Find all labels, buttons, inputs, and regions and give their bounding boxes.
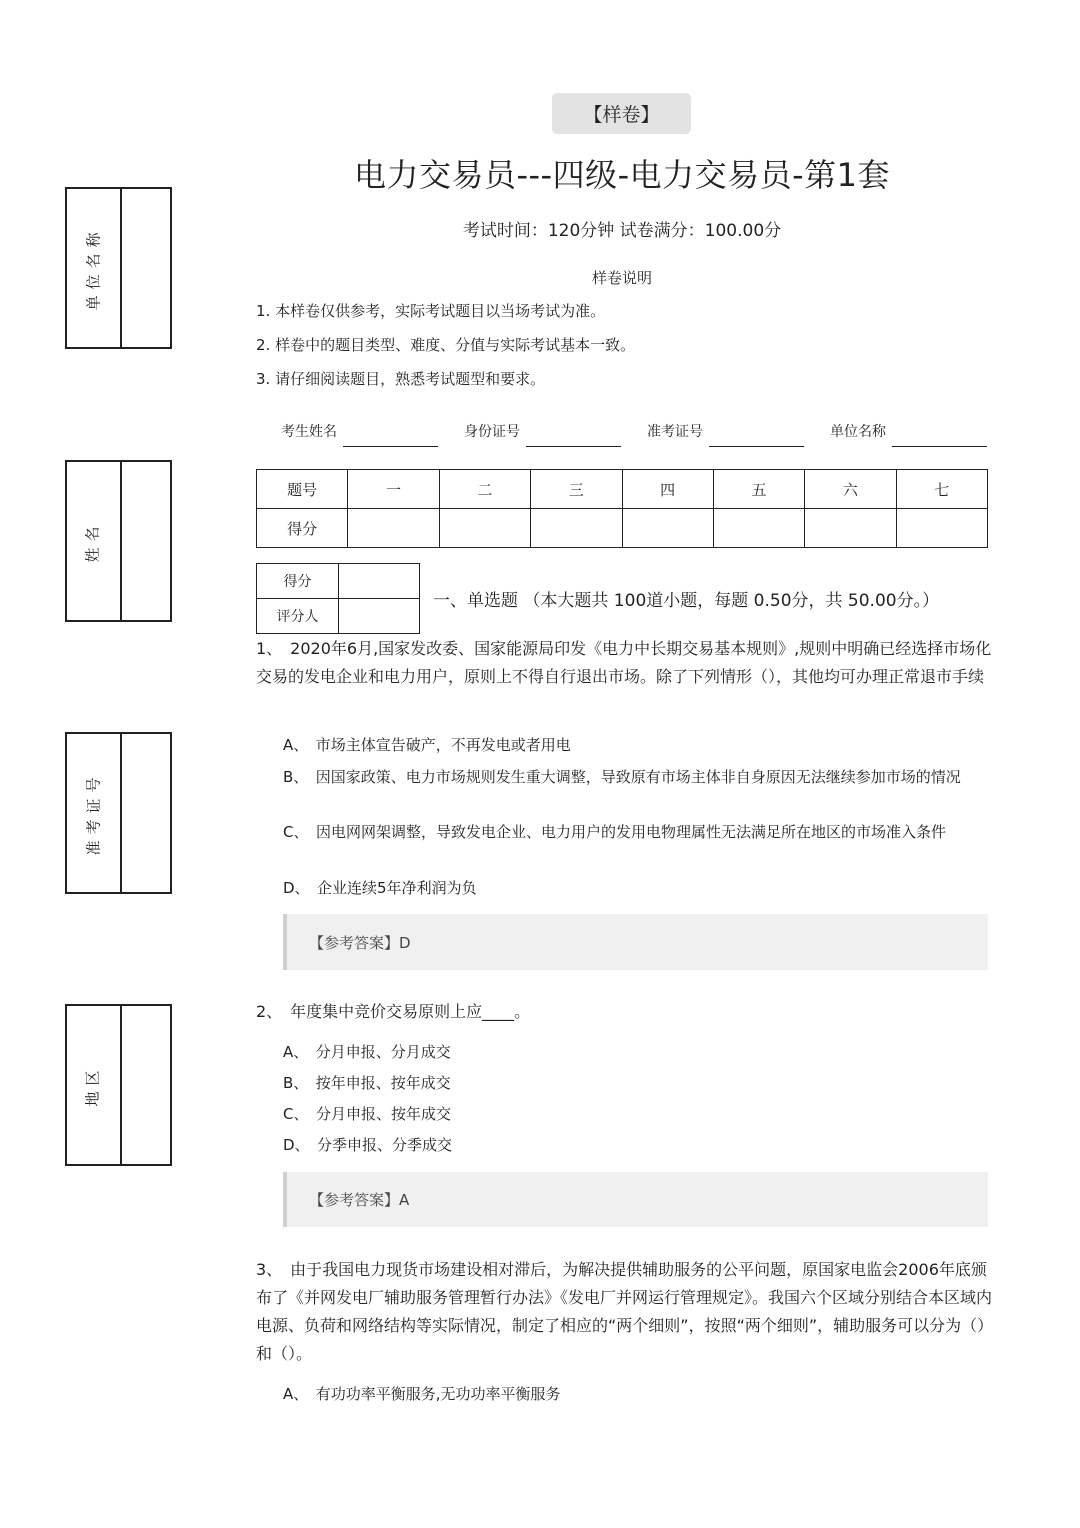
- score-cell[interactable]: [439, 509, 530, 548]
- score-cell[interactable]: [713, 509, 804, 548]
- score-cell[interactable]: [896, 509, 987, 548]
- question-option: D、 企业连续5年净利润为负: [283, 879, 477, 897]
- grader-table: [256, 563, 420, 634]
- section-title: 一、单选题 （本大题共 100道小题，每题 0.50分，共 50.00分。）: [433, 591, 940, 611]
- question-text: 3、 由于我国电力现货市场建设相对滞后，为解决提供辅助服务的公平问题，原国家电监会2006年底颁布了《并网发电厂辅助服务管理暂行办法》《发电厂并网运行管理规定》。我国六个区域分别结合本区域内电源、负荷和网络结构等实际情况，制定了相应的“两个细则”，按照“两个细则”，辅助服务可以分为（）和（）。: [256, 1260, 993, 1363]
- question-option: B、 按年申报、按年成交: [283, 1074, 451, 1092]
- score-header-label: 题号: [257, 470, 348, 509]
- score-column-header: 六: [805, 470, 896, 509]
- question-option: A、 市场主体宣告破产，不再发电或者用电: [283, 736, 571, 754]
- candidate-name-label: 考生姓名: [281, 424, 337, 440]
- admission-number-field[interactable]: [709, 446, 804, 447]
- question-option: C、 分月申报、按年成交: [283, 1105, 451, 1123]
- side-box-unit-name: [65, 187, 172, 349]
- unit-name-field[interactable]: [892, 446, 987, 447]
- notes-title: 样卷说明: [591, 269, 652, 287]
- note-item: 1. 本样卷仅供参考，实际考试题目以当场考试为准。: [256, 302, 606, 320]
- admission-number-label: 准考证号: [647, 424, 703, 440]
- side-label: 单位名称: [84, 225, 103, 311]
- side-label: 准考证号: [84, 770, 103, 856]
- side-box-region: [65, 1004, 172, 1166]
- answer-text: 【参考答案】D: [309, 933, 411, 952]
- question-option: B、 因国家政策、电力市场规则发生重大调整，导致原有市场主体非自身原因无法继续参加市场的情况: [283, 768, 961, 786]
- side-box-name: [65, 460, 172, 622]
- score-column-header: 二: [439, 470, 530, 509]
- score-row-label: 得分: [257, 509, 348, 548]
- section-score-cell[interactable]: [339, 564, 420, 599]
- note-item: 2. 样卷中的题目类型、难度、分值与实际考试基本一致。: [256, 336, 636, 354]
- answer-text: 【参考答案】A: [309, 1191, 410, 1209]
- score-value-row: [257, 509, 988, 548]
- score-cell[interactable]: [348, 509, 439, 548]
- candidate-name-field[interactable]: [343, 446, 438, 447]
- score-column-header: 四: [622, 470, 713, 509]
- grader-cell[interactable]: [339, 599, 420, 634]
- score-table: [256, 469, 988, 548]
- id-number-field[interactable]: [526, 446, 621, 447]
- sample-badge: 【样卷】: [552, 93, 691, 134]
- side-label: 地区: [83, 1063, 102, 1107]
- question-option: D、 分季申报、分季成交: [283, 1136, 453, 1154]
- side-box-admission-number: [65, 732, 172, 894]
- question-text: 2、 年度集中竞价交易原则上应____。: [256, 1002, 531, 1021]
- grader-label: 评分人: [257, 599, 339, 634]
- score-column-header: 五: [713, 470, 804, 509]
- reference-answer: [283, 1172, 988, 1227]
- score-column-header: 三: [531, 470, 622, 509]
- question-option: A、 有功功率平衡服务,无功功率平衡服务: [283, 1385, 561, 1403]
- note-item: 3. 请仔细阅读题目，熟悉考试题型和要求。: [256, 370, 546, 388]
- score-column-header: 七: [896, 470, 987, 509]
- exam-info: 考试时间：120分钟 试卷满分：100.00分: [462, 221, 782, 241]
- page-title: 电力交易员---四级-电力交易员-第1套: [353, 156, 891, 194]
- score-cell[interactable]: [531, 509, 622, 548]
- score-header-row: [257, 470, 988, 509]
- id-number-label: 身份证号: [464, 424, 520, 440]
- question-text: 1、 2020年6月,国家发改委、国家能源局印发《电力中长期交易基本规则》,规则中明确已经选择市场化交易的发电企业和电力用户，原则上不得自行退出市场。除了下列情形（），其他均可办理正常退市手续: [256, 639, 992, 686]
- reference-answer: [283, 914, 988, 970]
- score-column-header: 一: [348, 470, 439, 509]
- question-option: C、 因电网网架调整，导致发电企业、电力用户的发用电物理属性无法满足所在地区的市场准入条件: [283, 823, 946, 841]
- side-label: 姓名: [83, 519, 102, 563]
- score-cell[interactable]: [622, 509, 713, 548]
- question-option: A、 分月申报、分月成交: [283, 1043, 451, 1061]
- section-score-label: 得分: [257, 564, 339, 599]
- unit-name-label: 单位名称: [830, 424, 886, 440]
- score-cell[interactable]: [805, 509, 896, 548]
